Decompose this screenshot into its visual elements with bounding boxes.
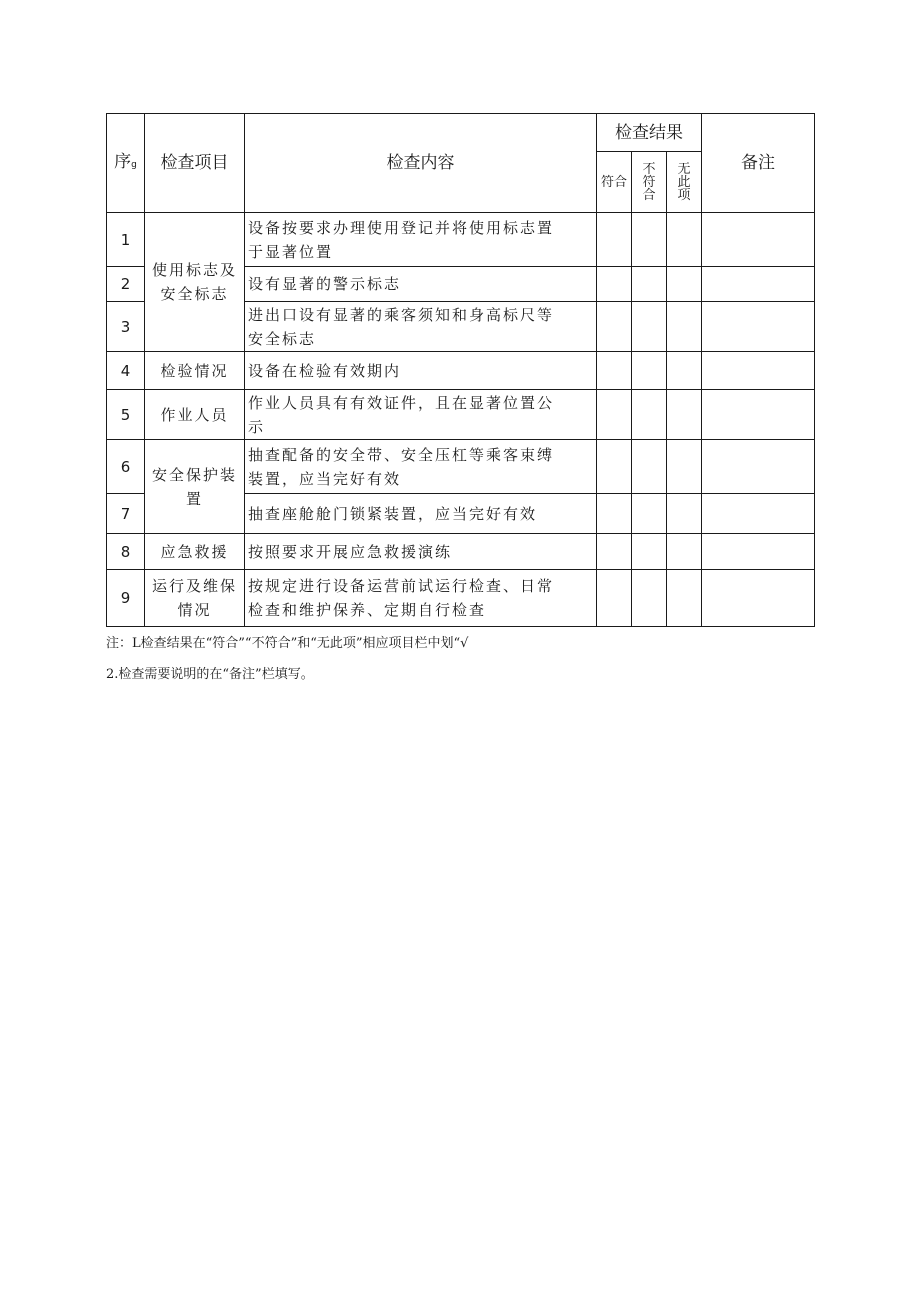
table-row bbox=[107, 440, 815, 494]
header-row bbox=[107, 114, 815, 152]
result-pass-cell[interactable] bbox=[597, 390, 632, 440]
table-row bbox=[107, 570, 815, 627]
header-content: 检查内容 bbox=[245, 114, 597, 213]
result-fail-cell[interactable] bbox=[632, 534, 667, 570]
inspection-table bbox=[106, 113, 815, 627]
result-na-cell[interactable] bbox=[667, 267, 702, 302]
table-row bbox=[107, 352, 815, 390]
row-content: 设备按要求办理使用登记并将使用标志置 于显著位置 bbox=[245, 213, 597, 267]
result-fail-cell[interactable] bbox=[632, 390, 667, 440]
result-pass-cell[interactable] bbox=[597, 534, 632, 570]
result-fail-cell[interactable] bbox=[632, 213, 667, 267]
row-content: 抽查配备的安全带、安全压杠等乘客束缚 装置，应当完好有效 bbox=[245, 440, 597, 494]
item-operation: 运行及维保 情况 bbox=[145, 570, 245, 627]
item-sign: 使用标志及 安全标志 bbox=[145, 213, 245, 352]
header-remark: 备注 bbox=[702, 114, 815, 213]
item-safety: 安全保护装 置 bbox=[145, 440, 245, 534]
result-fail-cell[interactable] bbox=[632, 440, 667, 494]
remark-cell[interactable] bbox=[702, 440, 815, 494]
result-pass-cell[interactable] bbox=[597, 440, 632, 494]
row-number: 5 bbox=[107, 390, 145, 440]
result-na-cell[interactable] bbox=[667, 352, 702, 390]
remark-cell[interactable] bbox=[702, 570, 815, 627]
table-row bbox=[107, 390, 815, 440]
row-number: 8 bbox=[107, 534, 145, 570]
result-na-cell[interactable] bbox=[667, 390, 702, 440]
table-row bbox=[107, 213, 815, 267]
item-staff: 作业人员 bbox=[145, 390, 245, 440]
result-pass-cell[interactable] bbox=[597, 213, 632, 267]
result-fail-cell[interactable] bbox=[632, 494, 667, 534]
row-content: 进出口设有显著的乘客须知和身高标尺等 安全标志 bbox=[245, 302, 597, 352]
item-emergency: 应急救援 bbox=[145, 534, 245, 570]
result-pass-cell[interactable] bbox=[597, 570, 632, 627]
row-number: 1 bbox=[107, 213, 145, 267]
header-item: 检查项目 bbox=[145, 114, 245, 213]
result-fail-cell[interactable] bbox=[632, 302, 667, 352]
row-content: 设有显著的警示标志 bbox=[245, 267, 597, 302]
result-pass-cell[interactable] bbox=[597, 267, 632, 302]
result-fail-cell[interactable] bbox=[632, 570, 667, 627]
header-result-pass: 符合 bbox=[597, 152, 632, 213]
header-result: 检查结果 bbox=[597, 114, 702, 152]
row-number: 9 bbox=[107, 570, 145, 627]
header-result-na: 无 此 项 bbox=[667, 152, 702, 213]
result-na-cell[interactable] bbox=[667, 534, 702, 570]
row-content: 按照要求开展应急救援演练 bbox=[245, 534, 597, 570]
result-na-cell[interactable] bbox=[667, 494, 702, 534]
result-na-cell[interactable] bbox=[667, 302, 702, 352]
header-seq: 序g bbox=[107, 114, 145, 213]
result-fail-cell[interactable] bbox=[632, 267, 667, 302]
remark-cell[interactable] bbox=[702, 213, 815, 267]
row-content: 按规定进行设备运营前试运行检查、日常 检查和维护保养、定期自行检查 bbox=[245, 570, 597, 627]
result-fail-cell[interactable] bbox=[632, 352, 667, 390]
remark-cell[interactable] bbox=[702, 534, 815, 570]
item-inspection: 检验情况 bbox=[145, 352, 245, 390]
remark-cell[interactable] bbox=[702, 267, 815, 302]
header-result-fail: 不 符 合 bbox=[632, 152, 667, 213]
result-pass-cell[interactable] bbox=[597, 494, 632, 534]
remark-cell[interactable] bbox=[702, 494, 815, 534]
result-na-cell[interactable] bbox=[667, 440, 702, 494]
inspection-form bbox=[106, 113, 814, 627]
row-number: 7 bbox=[107, 494, 145, 534]
row-number: 2 bbox=[107, 267, 145, 302]
remark-cell[interactable] bbox=[702, 302, 815, 352]
result-pass-cell[interactable] bbox=[597, 302, 632, 352]
row-content: 设备在检验有效期内 bbox=[245, 352, 597, 390]
note-1: 注：L检查结果在“符合”“不符合”和“无此项”相应项目栏中划“√ bbox=[106, 636, 469, 651]
row-number: 4 bbox=[107, 352, 145, 390]
result-na-cell[interactable] bbox=[667, 570, 702, 627]
result-na-cell[interactable] bbox=[667, 213, 702, 267]
row-number: 6 bbox=[107, 440, 145, 494]
result-pass-cell[interactable] bbox=[597, 352, 632, 390]
row-number: 3 bbox=[107, 302, 145, 352]
remark-cell[interactable] bbox=[702, 390, 815, 440]
row-content: 抽查座舱舱门锁紧装置，应当完好有效 bbox=[245, 494, 597, 534]
table-row bbox=[107, 534, 815, 570]
note-2: 2.检查需要说明的在“备注”栏填写。 bbox=[106, 667, 314, 682]
remark-cell[interactable] bbox=[702, 352, 815, 390]
row-content: 作业人员具有有效证件，且在显著位置公 示 bbox=[245, 390, 597, 440]
